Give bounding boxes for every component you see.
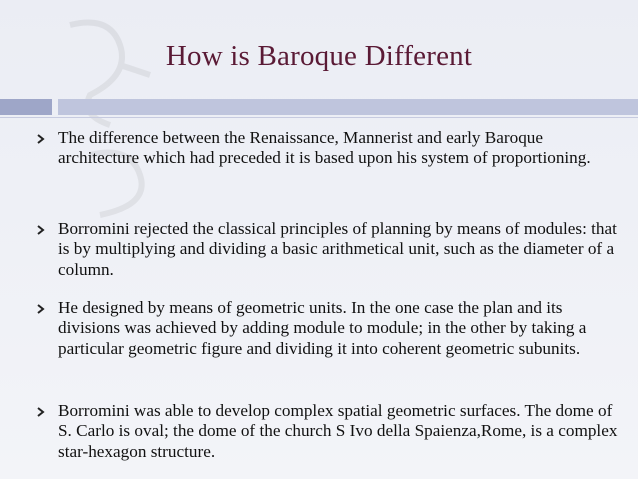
chevron-right-icon <box>36 304 46 314</box>
chevron-right-icon <box>36 134 46 144</box>
chevron-right-icon <box>36 225 46 235</box>
bullet-text: He designed by means of geometric units. In the one case the plan and its divisions was achieved by adding module to module; in the other by taking a particular geometric figure and dividing it into coherent geometric subunits. <box>58 298 587 358</box>
bullet-text: Borromini rejected the classical principles of planning by means of modules: that is by multiplying and dividing a basic arithmetical unit, such as the diameter of a column. <box>58 219 617 279</box>
divider-line <box>0 117 638 118</box>
bullet-text: The difference between the Renaissance, Mannerist and early Baroque architecture which had preceded it is based upon his system of proportioning. <box>58 128 591 168</box>
slide-title: How is Baroque Different <box>165 40 473 72</box>
bullet-text: Borromini was able to develop complex spatial geometric surfaces. The dome of S. Carlo is oval; the dome of the church S Ivo della Spaienza,Rome, is a complex star-hexagon structure. <box>58 401 618 461</box>
divider-block-right <box>58 99 638 115</box>
chevron-right-icon <box>36 407 46 417</box>
divider-block-left <box>0 99 52 115</box>
title-divider <box>0 99 638 115</box>
